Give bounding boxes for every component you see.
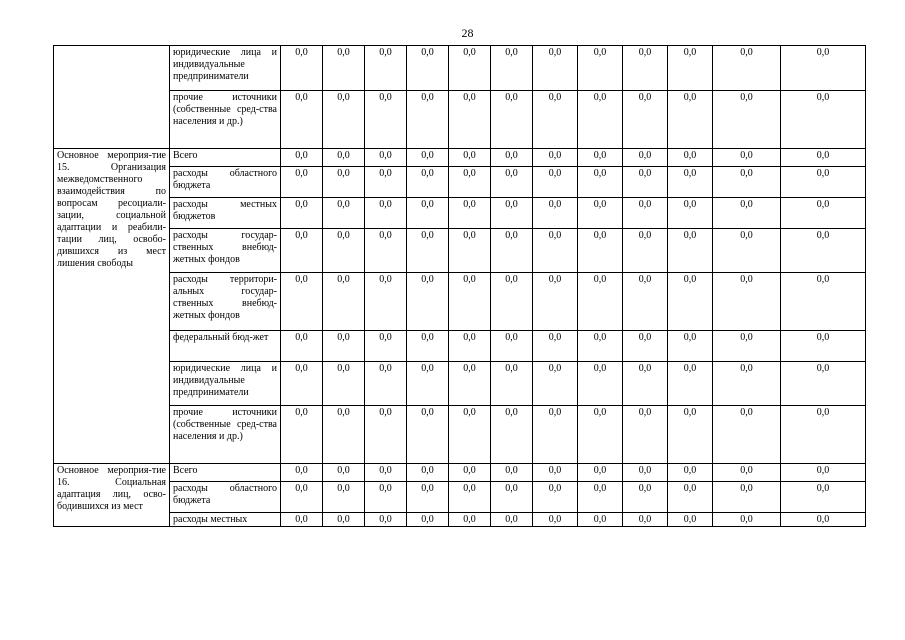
amount-cell: 0,0 (491, 149, 533, 167)
amount-cell: 0,0 (623, 167, 668, 198)
amount-cell: 0,0 (407, 91, 449, 149)
table-row (54, 149, 866, 167)
amount-cell: 0,0 (623, 229, 668, 273)
table-row (54, 362, 866, 406)
amount-cell: 0,0 (668, 229, 713, 273)
amount-cell: 0,0 (781, 46, 866, 91)
amount-cell: 0,0 (281, 331, 323, 362)
amount-cell: 0,0 (668, 46, 713, 91)
amount-cell: 0,0 (323, 464, 365, 482)
amount-cell: 0,0 (713, 464, 781, 482)
amount-cell: 0,0 (281, 273, 323, 331)
amount-cell: 0,0 (623, 362, 668, 406)
amount-cell: 0,0 (365, 91, 407, 149)
amount-cell: 0,0 (281, 406, 323, 464)
funding-source-cell: прочие источники (собственные сред-ства населения и др.) (170, 406, 281, 464)
funding-source-cell: Всего (170, 149, 281, 167)
amount-cell: 0,0 (781, 167, 866, 198)
amount-cell: 0,0 (323, 149, 365, 167)
amount-cell: 0,0 (668, 149, 713, 167)
amount-cell: 0,0 (781, 91, 866, 149)
table-row (54, 91, 866, 149)
amount-cell: 0,0 (623, 149, 668, 167)
amount-cell: 0,0 (323, 362, 365, 406)
amount-cell: 0,0 (491, 331, 533, 362)
amount-cell: 0,0 (533, 513, 578, 527)
amount-cell: 0,0 (781, 229, 866, 273)
amount-cell: 0,0 (713, 331, 781, 362)
amount-cell: 0,0 (491, 46, 533, 91)
amount-cell: 0,0 (323, 331, 365, 362)
amount-cell: 0,0 (668, 513, 713, 527)
amount-cell: 0,0 (713, 46, 781, 91)
funding-source-cell: юридические лица и индивидуальные предприниматели (170, 362, 281, 406)
amount-cell: 0,0 (781, 198, 866, 229)
amount-cell: 0,0 (533, 273, 578, 331)
amount-cell: 0,0 (781, 513, 866, 527)
amount-cell: 0,0 (323, 482, 365, 513)
amount-cell: 0,0 (533, 406, 578, 464)
event-name-cell: Основное мероприя-тие 15. Организация межведомственного взаимодействия по вопросам ресоциали-зации, социальной адаптации и реабили-тации лиц, освобо-дившихся из мест лишения свободы (54, 149, 170, 464)
amount-cell: 0,0 (281, 229, 323, 273)
amount-cell: 0,0 (407, 198, 449, 229)
amount-cell: 0,0 (713, 482, 781, 513)
page-number: 28 (461, 26, 474, 40)
amount-cell: 0,0 (623, 331, 668, 362)
funding-source-cell: расходы государ-ственных внебюд-жетных фондов (170, 229, 281, 273)
amount-cell: 0,0 (449, 91, 491, 149)
amount-cell: 0,0 (713, 229, 781, 273)
amount-cell: 0,0 (623, 46, 668, 91)
amount-cell: 0,0 (668, 331, 713, 362)
amount-cell: 0,0 (533, 149, 578, 167)
table-row (54, 229, 866, 273)
amount-cell: 0,0 (533, 482, 578, 513)
funding-source-cell: юридические лица и индивидуальные предприниматели (170, 46, 281, 91)
funding-source-cell: Всего (170, 464, 281, 482)
amount-cell: 0,0 (449, 46, 491, 91)
amount-cell: 0,0 (365, 406, 407, 464)
table-row (54, 167, 866, 198)
amount-cell: 0,0 (407, 464, 449, 482)
amount-cell: 0,0 (781, 331, 866, 362)
amount-cell: 0,0 (578, 362, 623, 406)
amount-cell: 0,0 (449, 331, 491, 362)
amount-cell: 0,0 (407, 513, 449, 527)
amount-cell: 0,0 (623, 91, 668, 149)
amount-cell: 0,0 (713, 149, 781, 167)
amount-cell: 0,0 (449, 482, 491, 513)
amount-cell: 0,0 (407, 362, 449, 406)
amount-cell: 0,0 (281, 464, 323, 482)
amount-cell: 0,0 (407, 273, 449, 331)
table-row (54, 331, 866, 362)
amount-cell: 0,0 (491, 482, 533, 513)
amount-cell: 0,0 (281, 149, 323, 167)
table-row (54, 406, 866, 464)
amount-cell: 0,0 (713, 406, 781, 464)
amount-cell: 0,0 (449, 513, 491, 527)
amount-cell: 0,0 (713, 198, 781, 229)
funding-source-cell: расходы местных (170, 513, 281, 527)
amount-cell: 0,0 (281, 46, 323, 91)
amount-cell: 0,0 (533, 46, 578, 91)
amount-cell: 0,0 (491, 513, 533, 527)
amount-cell: 0,0 (713, 167, 781, 198)
amount-cell: 0,0 (281, 198, 323, 229)
table-row (54, 513, 866, 527)
amount-cell: 0,0 (407, 406, 449, 464)
amount-cell: 0,0 (491, 406, 533, 464)
amount-cell: 0,0 (533, 464, 578, 482)
amount-cell: 0,0 (533, 229, 578, 273)
amount-cell: 0,0 (623, 273, 668, 331)
amount-cell: 0,0 (623, 464, 668, 482)
amount-cell: 0,0 (668, 198, 713, 229)
amount-cell: 0,0 (713, 513, 781, 527)
amount-cell: 0,0 (668, 362, 713, 406)
amount-cell: 0,0 (323, 91, 365, 149)
amount-cell: 0,0 (407, 331, 449, 362)
amount-cell: 0,0 (449, 149, 491, 167)
amount-cell: 0,0 (668, 91, 713, 149)
amount-cell: 0,0 (578, 91, 623, 149)
amount-cell: 0,0 (281, 482, 323, 513)
amount-cell: 0,0 (281, 167, 323, 198)
budget-table (53, 45, 866, 527)
amount-cell: 0,0 (713, 91, 781, 149)
amount-cell: 0,0 (407, 46, 449, 91)
amount-cell: 0,0 (623, 406, 668, 464)
amount-cell: 0,0 (449, 273, 491, 331)
amount-cell: 0,0 (323, 273, 365, 331)
event-name-cell (54, 46, 170, 149)
amount-cell: 0,0 (578, 46, 623, 91)
amount-cell: 0,0 (449, 464, 491, 482)
amount-cell: 0,0 (668, 167, 713, 198)
amount-cell: 0,0 (365, 198, 407, 229)
funding-source-cell: федеральный бюд-жет (170, 331, 281, 362)
amount-cell: 0,0 (281, 362, 323, 406)
table-row (54, 46, 866, 91)
amount-cell: 0,0 (668, 482, 713, 513)
amount-cell: 0,0 (533, 91, 578, 149)
funding-source-cell: расходы областного бюджета (170, 482, 281, 513)
amount-cell: 0,0 (781, 406, 866, 464)
amount-cell: 0,0 (491, 273, 533, 331)
amount-cell: 0,0 (365, 149, 407, 167)
table-row (54, 273, 866, 331)
amount-cell: 0,0 (781, 482, 866, 513)
amount-cell: 0,0 (323, 167, 365, 198)
funding-source-cell: расходы местных бюджетов (170, 198, 281, 229)
amount-cell: 0,0 (449, 362, 491, 406)
amount-cell: 0,0 (668, 464, 713, 482)
amount-cell: 0,0 (323, 46, 365, 91)
amount-cell: 0,0 (491, 198, 533, 229)
amount-cell: 0,0 (365, 167, 407, 198)
amount-cell: 0,0 (365, 482, 407, 513)
amount-cell: 0,0 (578, 464, 623, 482)
event-name-cell: Основное мероприя-тие 16. Социальная адаптация лиц, осво-бодившихся из мест (54, 464, 170, 527)
amount-cell: 0,0 (365, 46, 407, 91)
amount-cell: 0,0 (578, 331, 623, 362)
amount-cell: 0,0 (668, 273, 713, 331)
amount-cell: 0,0 (407, 167, 449, 198)
amount-cell: 0,0 (281, 513, 323, 527)
amount-cell: 0,0 (323, 406, 365, 464)
amount-cell: 0,0 (713, 362, 781, 406)
amount-cell: 0,0 (533, 167, 578, 198)
amount-cell: 0,0 (407, 149, 449, 167)
amount-cell: 0,0 (323, 198, 365, 229)
amount-cell: 0,0 (578, 406, 623, 464)
table-row (54, 464, 866, 482)
table-row (54, 198, 866, 229)
amount-cell: 0,0 (781, 464, 866, 482)
funding-source-cell: прочие источники (собственные сред-ства населения и др.) (170, 91, 281, 149)
amount-cell: 0,0 (533, 362, 578, 406)
amount-cell: 0,0 (491, 464, 533, 482)
amount-cell: 0,0 (781, 273, 866, 331)
amount-cell: 0,0 (781, 362, 866, 406)
amount-cell: 0,0 (449, 406, 491, 464)
amount-cell: 0,0 (323, 513, 365, 527)
amount-cell: 0,0 (623, 513, 668, 527)
amount-cell: 0,0 (407, 482, 449, 513)
amount-cell: 0,0 (533, 331, 578, 362)
amount-cell: 0,0 (623, 198, 668, 229)
amount-cell: 0,0 (578, 482, 623, 513)
amount-cell: 0,0 (781, 149, 866, 167)
amount-cell: 0,0 (323, 229, 365, 273)
amount-cell: 0,0 (365, 513, 407, 527)
amount-cell: 0,0 (578, 149, 623, 167)
amount-cell: 0,0 (533, 198, 578, 229)
amount-cell: 0,0 (407, 229, 449, 273)
amount-cell: 0,0 (365, 229, 407, 273)
amount-cell: 0,0 (623, 482, 668, 513)
funding-source-cell: расходы областного бюджета (170, 167, 281, 198)
amount-cell: 0,0 (365, 362, 407, 406)
table-row (54, 482, 866, 513)
amount-cell: 0,0 (281, 91, 323, 149)
amount-cell: 0,0 (491, 91, 533, 149)
amount-cell: 0,0 (578, 513, 623, 527)
amount-cell: 0,0 (365, 331, 407, 362)
amount-cell: 0,0 (491, 229, 533, 273)
amount-cell: 0,0 (365, 273, 407, 331)
amount-cell: 0,0 (578, 229, 623, 273)
amount-cell: 0,0 (713, 273, 781, 331)
amount-cell: 0,0 (578, 167, 623, 198)
amount-cell: 0,0 (491, 362, 533, 406)
amount-cell: 0,0 (668, 406, 713, 464)
amount-cell: 0,0 (449, 167, 491, 198)
amount-cell: 0,0 (449, 229, 491, 273)
amount-cell: 0,0 (365, 464, 407, 482)
amount-cell: 0,0 (578, 273, 623, 331)
funding-source-cell: расходы территори-альных государ-ственных внебюд-жетных фондов (170, 273, 281, 331)
amount-cell: 0,0 (449, 198, 491, 229)
amount-cell: 0,0 (491, 167, 533, 198)
amount-cell: 0,0 (578, 198, 623, 229)
